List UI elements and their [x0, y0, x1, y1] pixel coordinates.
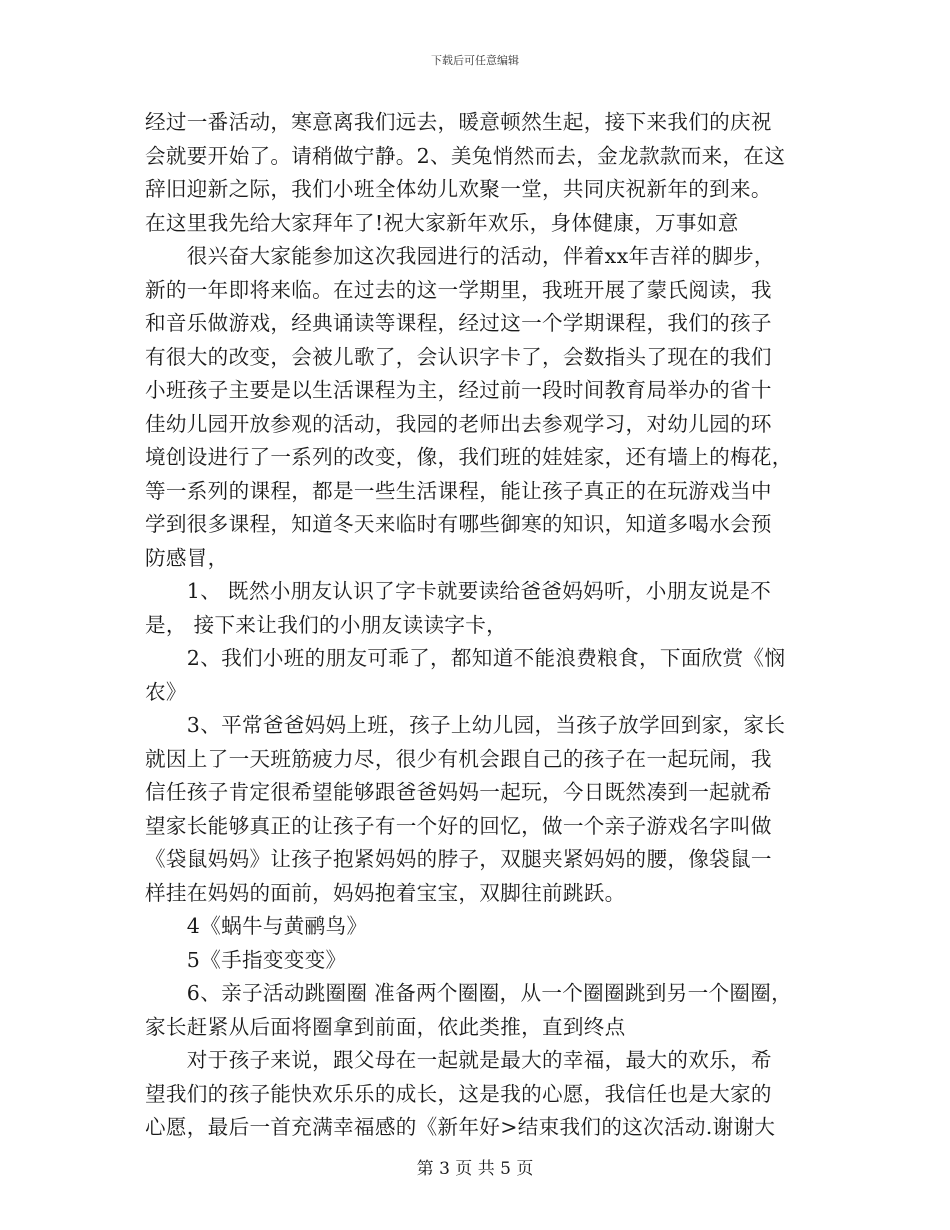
text-line: 有很大的改变，会被儿歌了，会认识字卡了，会数指头了现在的我们	[145, 344, 772, 369]
text-line: 很兴奋大家能参加这次我园进行的活动，伴着xx年吉祥的脚步，	[145, 244, 775, 268]
text-line: 小班孩子主要是以生活课程为主，经过前一段时间教育局举办的省十	[145, 378, 772, 402]
paragraph-item-6	[145, 977, 805, 1044]
paragraph-item-3	[145, 709, 805, 910]
paragraph-item-4	[145, 910, 805, 944]
text-line: 是， 接下来让我们的小朋友读读字卡，	[145, 612, 508, 637]
document-body	[145, 106, 805, 1145]
page-footer: 第 3 页 共 5 页	[416, 1159, 534, 1179]
text-line: 境创设进行了一系列的改变，像，我们班的娃娃家，还有墙上的梅花，	[145, 445, 793, 469]
text-line: 4《蜗牛与黄鹂鸟》	[145, 914, 368, 938]
text-line: 望家长能够真正的让孩子有一个好的回忆，做一个亲子游戏名字叫做	[145, 813, 772, 838]
text-line: 学到很多课程，知道冬天来临时有哪些御寒的知识，知道多喝水会预	[145, 512, 772, 536]
text-line: 6、亲子活动跳圈圈 准备两个圈圈，从一个圈圈跳到另一个圈圈，	[145, 981, 793, 1005]
paragraph-item-5	[145, 944, 805, 978]
text-line: 信任孩子肯定很希望能够跟爸爸妈妈一起玩，今日既然凑到一起就希	[145, 780, 772, 804]
text-line: 就因上了一天班筋疲力尽，很少有机会跟自己的孩子在一起玩闹，我	[145, 746, 772, 771]
text-line: 新的一年即将来临。在过去的这一学期里，我班开展了蒙氏阅读，我	[145, 277, 772, 302]
text-line: 辞旧迎新之际，我们小班全体幼儿欢聚一堂，共同庆祝新年的到来。	[145, 177, 772, 201]
text-line: 5《手指变变变》	[145, 947, 347, 972]
text-line: 等一系列的课程，都是一些生活课程，能让孩子真正的在玩游戏当中	[145, 478, 772, 503]
text-line: 对于孩子来说，跟父母在一起就是最大的幸福，最大的欢乐，希	[145, 1048, 772, 1072]
paragraph-item-1	[145, 575, 805, 642]
paragraph-courses	[145, 240, 805, 575]
text-line: 经过一番活动，寒意离我们远去，暖意顿然生起，接下来我们的庆祝	[145, 110, 772, 134]
text-line: 防感冒，	[145, 545, 229, 570]
text-line: 农》	[145, 679, 187, 704]
page-header: 下载后可任意编辑	[431, 54, 519, 67]
text-line: 望我们的孩子能快欢乐乐的成长，这是我的心愿，我信任也是大家的	[145, 1081, 772, 1106]
text-line: 在这里我先给大家拜年了!祝大家新年欢乐，身体健康，万事如意	[145, 210, 739, 235]
text-line: 会就要开始了。请稍做宁静。2、美兔悄然而去，金龙款款而来，在这	[145, 143, 786, 168]
text-line: 样挂在妈妈的面前，妈妈抱着宝宝，双脚往前跳跃。	[145, 880, 626, 905]
paragraph-item-2	[145, 642, 805, 709]
paragraph-intro	[145, 106, 805, 240]
text-line: 2、我们小班的朋友可乖了，都知道不能浪费粮食，下面欣赏《悯	[145, 646, 786, 670]
text-line: 《袋鼠妈妈》让孩子抱紧妈妈的脖子，双腿夹紧妈妈的腰，像袋鼠一	[145, 847, 772, 871]
text-line: 佳幼儿园开放参观的活动，我园的老师出去参观学习，对幼儿园的环	[145, 411, 772, 436]
text-line: 1、 既然小朋友认识了字卡就要读给爸爸妈妈听，小朋友说是不	[145, 579, 772, 603]
text-line: 和音乐做游戏，经典诵读等课程，经过这一个学期课程，我们的孩子	[145, 311, 772, 335]
paragraph-closing	[145, 1044, 805, 1145]
text-line: 家长赶紧从后面将圈拿到前面，依此类推，直到终点	[145, 1014, 626, 1039]
text-line: 心愿，最后一首充满幸福感的《新年好>结束我们的这次活动.谢谢大	[145, 1115, 776, 1139]
text-line: 3、平常爸爸妈妈上班，孩子上幼儿园，当孩子放学回到家，家长	[145, 713, 786, 737]
